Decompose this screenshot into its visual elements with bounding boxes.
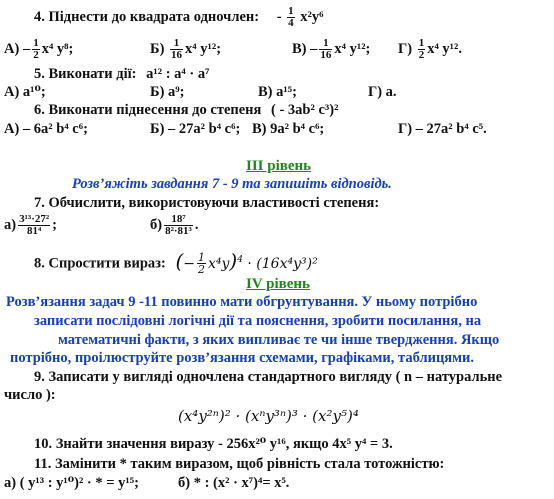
task4-label: 4. Піднести до квадрата одночлен: <box>34 8 260 25</box>
level4-title: ІV рівень <box>246 276 310 292</box>
task9-line-1: 9. Записати у вигляді одночлена стандартного вигляду ( n – натуральне <box>34 369 503 385</box>
task11-label: 11. Замінити * таким виразом, щоб рівність стала тотожністю: <box>34 456 445 472</box>
level4-text-line-2: записати послідовні логічні дії та пояснення, зробити посилання, на <box>34 313 482 329</box>
level3-instruction: Розв’яжіть завдання 7 - 9 та запишіть відповідь. <box>72 176 392 192</box>
task5-expr: a¹² : a⁴ · a⁷ <box>146 66 210 82</box>
task9-expr: (x⁴y²ⁿ)² · (xⁿy³ⁿ)³ · (x²y⁵)⁴ <box>178 407 359 425</box>
task4-option-a: А) – $\frac{1}{2}$ x⁴ y⁸; <box>4 37 74 61</box>
task5-option-a: А) a¹⁰; <box>4 84 46 100</box>
task4-option-c: В) – $\frac{1}{16}$ x⁴ y¹²; <box>292 37 371 61</box>
task6-option-b: Б) – 27a² b⁴ c⁶; <box>150 121 241 137</box>
task9-line-2: число ): <box>4 387 56 403</box>
task7-part-a: а) $\frac{\text{3¹³·27²}}{\text{81⁴}}$ ; <box>4 213 57 237</box>
task5-option-b: Б) a⁹; <box>150 84 185 100</box>
level3-title: ІІІ рівень <box>246 158 312 174</box>
task4-expr-sign: - <box>276 8 282 25</box>
task4-expr-fraction: $\frac{1}{4}$ <box>288 5 294 29</box>
level4-text-line-1: Розв’язання задач 9 -11 повинно мати обгрунтування. У ньому потрібно <box>6 294 478 310</box>
task7-part-b: б) $\frac{\text{18⁷}}{\text{8²·81³}}$ . <box>150 213 199 237</box>
task10-text: 10. Знайти значення виразу - 256x²⁰ y¹⁶, якщо 4x⁵ y⁴ = 3. <box>34 436 393 452</box>
task6-option-c: В) 9a² b⁴ c⁶; <box>252 121 325 137</box>
task6-line <box>34 102 338 119</box>
task11-part-a: а) ( y¹³ : y¹⁰)² · * = y¹⁵; <box>4 475 139 491</box>
task4-expr-tail: x²y⁶ <box>300 8 324 25</box>
task6-option-d: Г) – 27a² b⁴ c⁵. <box>398 121 487 137</box>
level4-text-line-3: математичні факти, з яких випливає те чи інше твердження. Якщо <box>58 332 500 348</box>
task7-label: 7. Обчислити, використовуючи властивості степеня: <box>34 195 380 211</box>
task7-a-fraction: $\frac{\text{3¹³·27²}}{\text{81⁴}}$ <box>19 213 50 237</box>
task5-line <box>34 66 209 83</box>
task5-label: 5. Виконати дії: <box>34 66 137 82</box>
task11-part-b: б) * : (x² · x⁷)⁴= x⁵. <box>178 475 290 491</box>
task4-line <box>34 6 324 29</box>
task4-option-d: Г) $\frac{1}{2}$ x⁴ y¹². <box>398 37 462 61</box>
task8-line <box>34 248 318 276</box>
task4-option-b: Б) $\frac{1}{16}$ x⁴ y¹²; <box>150 37 222 61</box>
task8-label: 8. Спростити вираз: <box>34 255 166 272</box>
task5-option-c: В) a¹⁵; <box>258 84 297 100</box>
task6-expr: ( - 3ab² c³)² <box>271 102 339 118</box>
task6-label: 6. Виконати піднесення до степеня <box>34 102 262 118</box>
task6-option-a: А) – 6a² b⁴ c⁶; <box>4 121 88 137</box>
task8-expr: (− $\frac{1}{2}$ x⁴y)$^4$ · (16x⁴y³)² <box>175 248 318 276</box>
task7-b-fraction: $\frac{\text{18⁷}}{\text{8²·81³}}$ <box>165 213 192 237</box>
level4-text-line-4: потрібно, проілюструйте розв’язання схемами, графіками, таблицями. <box>10 350 475 366</box>
task5-option-d: Г) a. <box>368 84 397 100</box>
